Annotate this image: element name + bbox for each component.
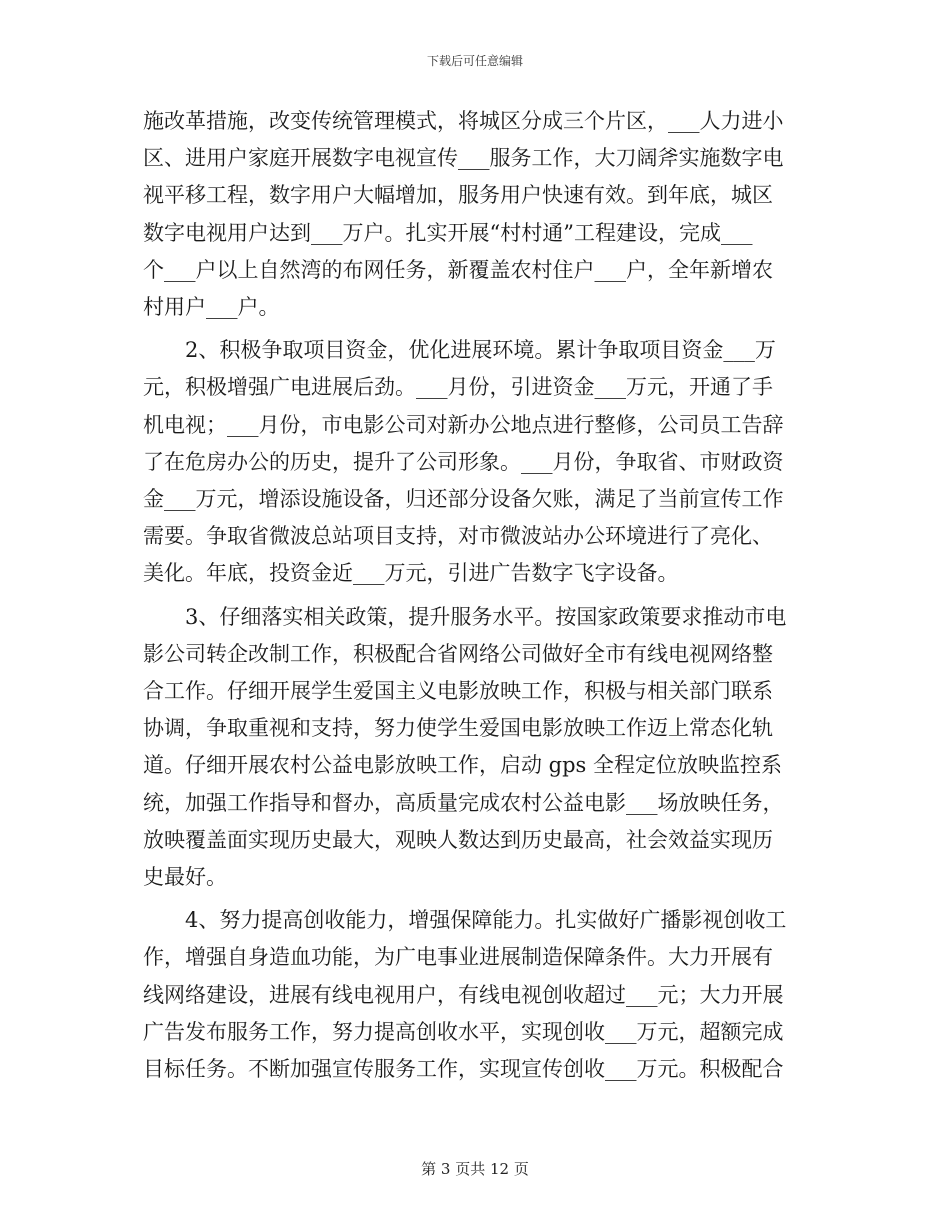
- text-line: 数字电视用户达到___万户。扎实开展“村村通”工程建设，完成___: [143, 220, 753, 245]
- text-line: 需要。争取省微波总站项目支持，对市微波站办公环境进行了亮化、: [143, 524, 773, 549]
- text-line: 2、积极争取项目资金，优化进展环境。累计争取项目资金___万: [143, 338, 776, 363]
- text-line: 美化。年底，投资金近___万元，引进广告数字飞字设备。: [143, 561, 679, 586]
- paragraph-3: [143, 599, 809, 897]
- text-line: 视平移工程，数字用户大幅增加，服务用户快速有效。到年底，城区: [143, 183, 773, 208]
- text-line: 区、进用户家庭开展数字电视宣传___服务工作，大刀阔斧实施数字电: [143, 146, 784, 171]
- text-line: 施改革措施，改变传统管理模式，将城区分成三个片区，___人力进小: [143, 109, 784, 133]
- text-line: 目标任务。不断加强宣传服务工作，实现宣传创收___万元。积极配合: [143, 1057, 784, 1082]
- text-line: 统，加强工作指导和督办，高质量完成农村公益电影___场放映任务，: [143, 790, 784, 815]
- text-line: 元，积极增强广电进展后劲。___月份，引进资金___万元，开通了手: [143, 375, 773, 400]
- text-line: 合工作。仔细开展学生爱国主义电影放映工作，积极与相关部门联系: [143, 679, 773, 704]
- text-line: 3、仔细落实相关政策，提升服务水平。按国家政策要求推动市电: [143, 604, 787, 629]
- text-line: 了在危房办公的历史，提升了公司形象。___月份，争取省、市财政资: [143, 449, 784, 474]
- paragraph-4: [143, 902, 809, 1088]
- text-line: 线网络建设，进展有线电视用户，有线电视创收超过___元；大力开展: [143, 982, 784, 1007]
- paragraph-1: [143, 103, 809, 326]
- page-number-footer: 第 3 页共 12 页: [421, 1160, 529, 1178]
- text-line: 放映覆盖面实现历史最大，观映人数达到历史最高，社会效益实现历: [143, 827, 773, 852]
- text-line: 作，增强自身造血功能，为广电事业进展制造保障条件。大力开展有: [143, 945, 773, 970]
- page-header: 下载后可任意编辑: [426, 54, 523, 68]
- text-line: 广告发布服务工作，努力提高创收水平，实现创收___万元，超额完成: [143, 1019, 784, 1044]
- text-line: 协调，争取重视和支持，努力使学生爱国电影放映工作迈上常态化轨: [143, 716, 773, 741]
- text-line: 影公司转企改制工作，积极配合省网络公司做好全市有线电视网络整: [143, 641, 773, 666]
- text-line: 史最好。: [143, 865, 227, 890]
- text-line: 机电视；___月份，市电影公司对新办公地点进行整修，公司员工告辞: [143, 412, 784, 437]
- paragraph-2: [143, 332, 809, 592]
- text-line: 村用户___户。: [143, 295, 280, 320]
- text-line: 金___万元，增添设施设备，归还部分设备欠账，满足了当前宣传工作: [143, 487, 784, 512]
- document-body: [143, 103, 809, 1094]
- text-line: 个___户以上自然湾的布网任务，新覆盖农村住户___户，全年新增农: [143, 257, 773, 282]
- text-line: 4、努力提高创收能力，增强保障能力。扎实做好广播影视创收工: [143, 908, 787, 933]
- text-line: 道。仔细开展农村公益电影放映工作，启动 gps 全程定位放映监控系: [143, 753, 783, 778]
